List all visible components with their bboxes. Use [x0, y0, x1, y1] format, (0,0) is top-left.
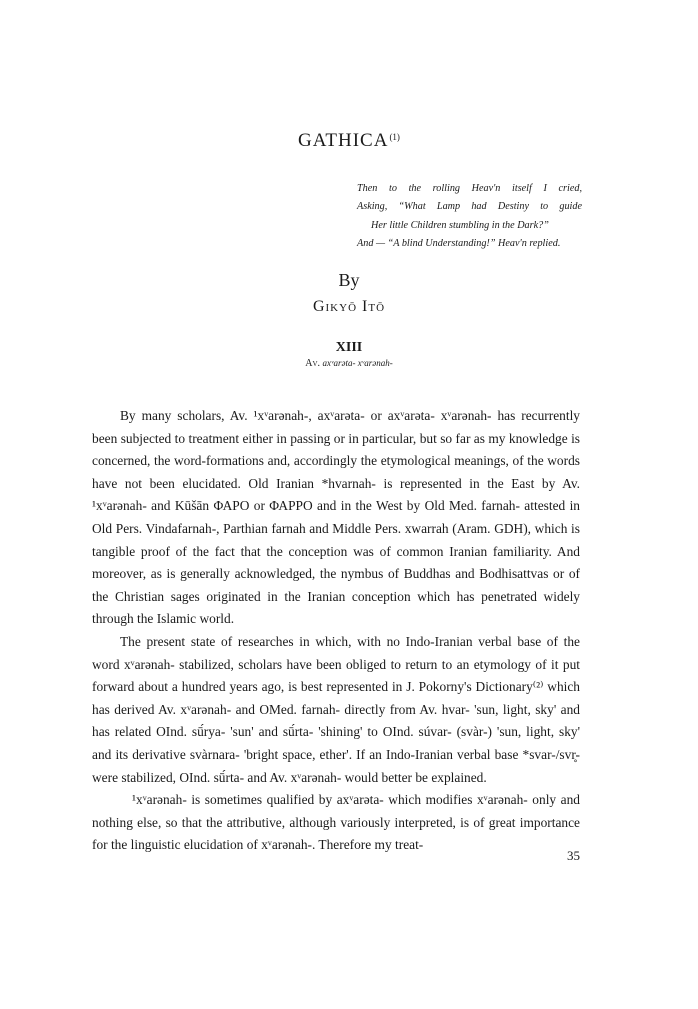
subhead-prefix: Av.	[305, 358, 320, 369]
epigraph-line: Then to the rolling Heav'n itself I cried,	[357, 183, 582, 194]
epigraph-line: Asking, “What Lamp had Destiny to guide	[357, 201, 582, 213]
epigraph-line: Her little Children stumbling in the Dark?”	[371, 219, 549, 231]
paragraph: ¹xᵛarənah- is sometimes qualified by axᵛarəta- which modifies xᵛarənah- only and nothing else, so that the attributive, although variously interpreted, is of great importance for the linguistic elucidation of xᵛarənah-. Therefore my treat-	[92, 792, 580, 853]
paper-title	[0, 130, 698, 152]
page-number: 35	[567, 848, 580, 863]
paragraph: The present state of researches in which, with no Indo-Iranian verbal base of the word xᵛarənah- stabilized, scholars have been obliged to return to an etymology of it put forward about a hundred years ago, is best represented in J. Pokorny's Dictionary⁽²⁾ which has derived Av. xᵛarənah- and OMed. farnah- directly from Av. hvar- 'sun, light, sky' and has related OInd. sū́rya- 'sun' and sū́rta- 'shining' to OInd. súvar- (svàr-) 'sun, light, sky' and its derivative svàrnara- 'bright space, ether'. If an Indo-Iranian verbal base *svar-/svr̥- were stabilized, OInd. sū́rta- and Av. xᵛarənah- would better be explained.	[92, 633, 580, 785]
subhead-terms: axᵛarəta- xᵛarənah-	[322, 358, 393, 368]
section-subheading	[0, 358, 698, 369]
body-text	[92, 405, 580, 857]
title-footnote-marker: (1)	[389, 132, 400, 142]
epigraph-line: And — “A blind Understanding!” Heav'n replied.	[357, 238, 561, 250]
epigraph	[357, 180, 582, 254]
section-number: XIII	[335, 340, 363, 355]
byline: By	[338, 270, 360, 290]
paragraph: By many scholars, Av. ¹xᵛarənah-, axᵛarəta- or axᵛarəta- xᵛarənah- has recurrently been subjected to treatment either in passing or in particular, but so far as my knowledge is concerned, the word-formations and, accordingly the etymological meanings, of the words have not been elucidated. Old Iranian *hvarnah- is represented in the East by Av. ¹xᵛarənah- and Kūšān ΦΑΡΟ or ΦΑΡΡΟ and in the West by Old Med. farnah- attested in Old Pers. Vindafarnah-, Parthian farnah and Middle Pers. xwarrah (Aram. GDH), which is tangible proof of the fact that the conception was of common Iranian familiarity. And moreover, as is generally acknowledged, the nymbus of Buddhas and Bodhisattvas or of the Christian sages originated in the Iranian conception which has penetrated widely through the Islamic world.	[92, 408, 580, 627]
author-name: Gikyō Itō	[312, 298, 386, 315]
title-text: GATHICA	[298, 130, 389, 151]
